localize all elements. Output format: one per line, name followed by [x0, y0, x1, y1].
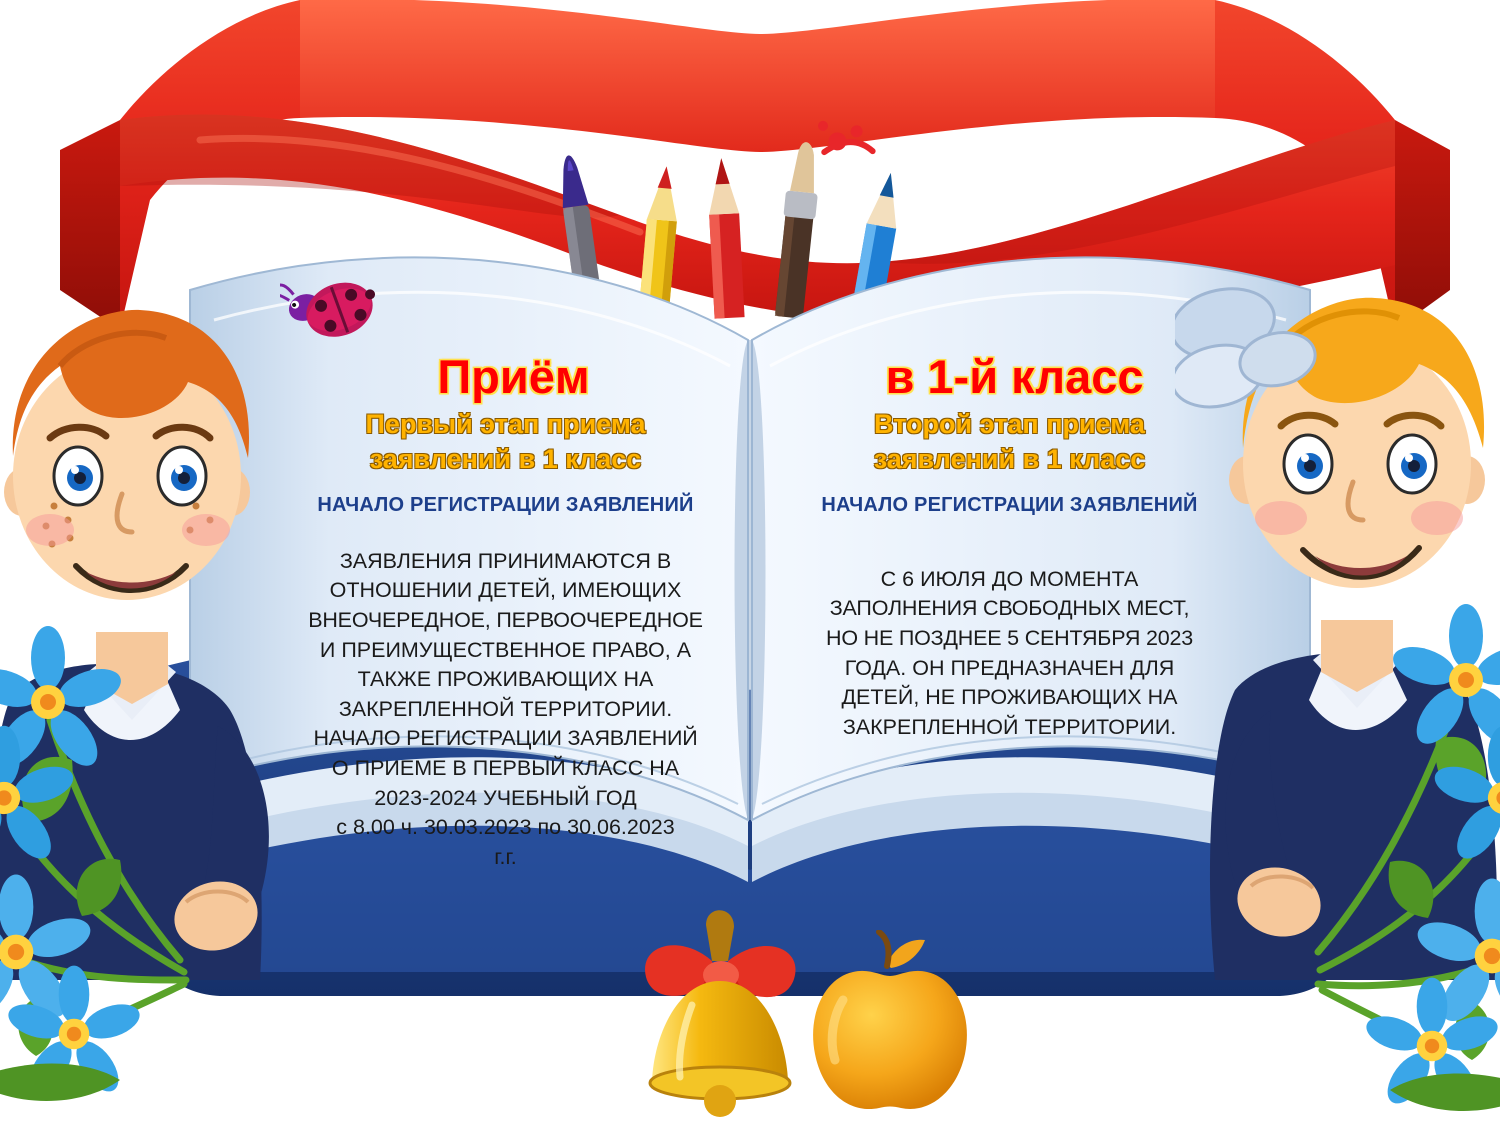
blue-flowers-right	[1210, 580, 1500, 1120]
body-line: НАЧАЛО РЕГИСТРАЦИИ ЗАЯВЛЕНИЙ	[313, 726, 698, 751]
body-line: ДЕТЕЙ, НЕ ПРОЖИВАЮЩИХ НА	[841, 685, 1178, 710]
body-line: ЗАКРЕПЛЕННОЙ ТЕРРИТОРИИ.	[842, 714, 1177, 739]
registration-header-right: НАЧАЛО РЕГИСТРАЦИИ ЗАЯВЛЕНИЙ	[821, 493, 1198, 516]
page-title-left: Приём	[437, 350, 590, 403]
body-line: И ПРЕИМУЩЕСТВЕННОЕ ПРАВО, А	[319, 637, 692, 662]
apple-icon	[795, 930, 985, 1120]
body-line: ЗАКРЕПЛЕННОЙ ТЕРРИТОРИИ.	[338, 696, 673, 721]
body-line: с 8.00 ч. 30.03.2023 по 30.06.2023	[336, 815, 675, 840]
registration-header-left: НАЧАЛО РЕГИСТРАЦИИ ЗАЯВЛЕНИЙ	[317, 493, 694, 516]
body-text-right	[782, 565, 1237, 743]
body-line: г.г.	[494, 845, 517, 870]
stage-title-right	[782, 407, 1237, 477]
body-line: 2023-2024 УЧЕБНЫЙ ГОД	[374, 785, 637, 810]
body-line: НО НЕ ПОЗДНЕЕ 5 СЕНТЯБРЯ 2023	[826, 625, 1193, 650]
right-text-panel	[782, 352, 1237, 742]
body-line: ЗАПОЛНЕНИЯ СВОБОДНЫХ МЕСТ,	[829, 596, 1190, 621]
stage-title-left-line1: Первый этап приема	[365, 409, 646, 440]
body-line: ОТНОШЕНИИ ДЕТЕЙ, ИМЕЮЩИХ	[329, 578, 682, 603]
body-line: ЗАЯВЛЕНИЯ ПРИНИМАЮТСЯ В	[339, 548, 672, 573]
body-line: О ПРИЕМЕ В ПЕРВЫЙ КЛАСС НА	[331, 756, 680, 781]
stage-title-left	[278, 407, 733, 477]
stage-title-right-line2: заявлений в 1 класс	[873, 444, 1146, 475]
stage-title-left-line2: заявлений в 1 класс	[369, 444, 642, 475]
body-line: ГОДА. ОН ПРЕДНАЗНАЧЕН ДЛЯ	[844, 655, 1175, 680]
body-text-left	[278, 547, 733, 873]
body-line: ВНЕОЧЕРЕДНОЕ, ПЕРВООЧЕРЕДНОЕ	[308, 607, 703, 632]
stage-title-right-line1: Второй этап приема	[874, 409, 1145, 440]
body-line: С 6 ИЮЛЯ ДО МОМЕНТА	[880, 566, 1139, 591]
left-text-panel	[278, 352, 733, 873]
body-line: ТАКЖЕ ПРОЖИВАЮЩИХ НА	[357, 667, 654, 692]
blue-flowers-left	[0, 560, 300, 1120]
page-title-right: в 1-й класс	[885, 350, 1144, 403]
